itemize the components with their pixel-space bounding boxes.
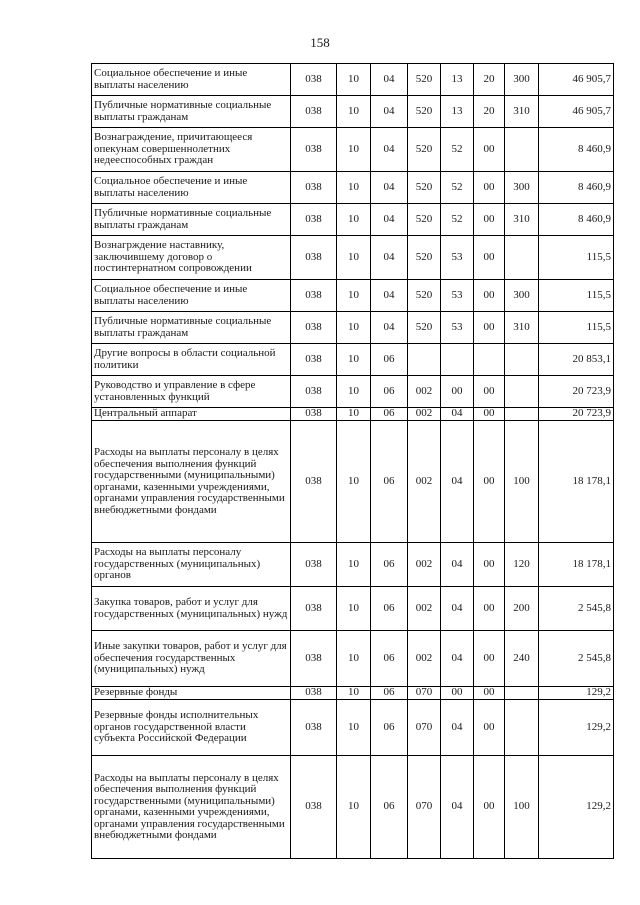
target-code-subprogram: 53 bbox=[441, 312, 474, 344]
target-code-item: 20 bbox=[474, 64, 505, 96]
expense-type-code bbox=[505, 344, 539, 376]
expense-type-code bbox=[505, 408, 539, 421]
target-code-item: 00 bbox=[474, 631, 505, 687]
target-code-item: 00 bbox=[474, 543, 505, 587]
ministry-code: 038 bbox=[291, 172, 337, 204]
target-code-item: 00 bbox=[474, 587, 505, 631]
target-code-program: 070 bbox=[408, 687, 441, 700]
row-name: Социальное обеспечение и иные выплаты населению bbox=[92, 64, 291, 96]
target-code-subprogram: 52 bbox=[441, 128, 474, 172]
target-code-program: 002 bbox=[408, 543, 441, 587]
target-code-subprogram: 53 bbox=[441, 236, 474, 280]
target-code-program: 520 bbox=[408, 96, 441, 128]
section-code: 10 bbox=[337, 236, 371, 280]
amount-value: 2 545,8 bbox=[539, 587, 614, 631]
target-code-subprogram: 00 bbox=[441, 376, 474, 408]
subsection-code: 04 bbox=[371, 96, 408, 128]
table-row bbox=[92, 687, 614, 700]
row-name: Другие вопросы в области социальной политики bbox=[92, 344, 291, 376]
section-code: 10 bbox=[337, 587, 371, 631]
subsection-code: 04 bbox=[371, 64, 408, 96]
ministry-code: 038 bbox=[291, 236, 337, 280]
expense-type-code bbox=[505, 700, 539, 756]
ministry-code: 038 bbox=[291, 408, 337, 421]
amount-value: 129,2 bbox=[539, 756, 614, 859]
budget-table bbox=[91, 63, 614, 859]
subsection-code: 06 bbox=[371, 756, 408, 859]
subsection-code: 06 bbox=[371, 376, 408, 408]
table-row bbox=[92, 344, 614, 376]
ministry-code: 038 bbox=[291, 421, 337, 543]
subsection-code: 04 bbox=[371, 312, 408, 344]
subsection-code: 06 bbox=[371, 700, 408, 756]
ministry-code: 038 bbox=[291, 204, 337, 236]
target-code-item: 00 bbox=[474, 376, 505, 408]
target-code-subprogram: 00 bbox=[441, 687, 474, 700]
amount-value: 115,5 bbox=[539, 280, 614, 312]
table-row bbox=[92, 756, 614, 859]
subsection-code: 06 bbox=[371, 408, 408, 421]
row-name: Социальное обеспечение и иные выплаты населению bbox=[92, 280, 291, 312]
target-code-subprogram: 13 bbox=[441, 96, 474, 128]
expense-type-code bbox=[505, 687, 539, 700]
row-name: Публичные нормативные социальные выплаты гражданам bbox=[92, 312, 291, 344]
section-code: 10 bbox=[337, 64, 371, 96]
row-name: Руководство и управление в сфере установленных функций bbox=[92, 376, 291, 408]
row-name: Иные закупки товаров, работ и услуг для обеспечения государственных (муниципальных) нужд bbox=[92, 631, 291, 687]
amount-value: 8 460,9 bbox=[539, 172, 614, 204]
amount-value: 115,5 bbox=[539, 236, 614, 280]
ministry-code: 038 bbox=[291, 280, 337, 312]
target-code-subprogram: 04 bbox=[441, 631, 474, 687]
target-code-program: 002 bbox=[408, 376, 441, 408]
target-code-subprogram: 04 bbox=[441, 700, 474, 756]
target-code-subprogram: 04 bbox=[441, 756, 474, 859]
expense-type-code: 120 bbox=[505, 543, 539, 587]
target-code-subprogram: 04 bbox=[441, 408, 474, 421]
expense-type-code: 100 bbox=[505, 756, 539, 859]
amount-value: 20 723,9 bbox=[539, 376, 614, 408]
row-name: Закупка товаров, работ и услуг для государственных (муниципальных) нужд bbox=[92, 587, 291, 631]
target-code-subprogram: 52 bbox=[441, 204, 474, 236]
subsection-code: 06 bbox=[371, 587, 408, 631]
target-code-item: 00 bbox=[474, 204, 505, 236]
expense-type-code: 310 bbox=[505, 96, 539, 128]
target-code-program: 002 bbox=[408, 631, 441, 687]
target-code-item: 00 bbox=[474, 312, 505, 344]
target-code-program: 002 bbox=[408, 421, 441, 543]
target-code-subprogram: 53 bbox=[441, 280, 474, 312]
amount-value: 115,5 bbox=[539, 312, 614, 344]
row-name: Социальное обеспечение и иные выплаты населению bbox=[92, 172, 291, 204]
expense-type-code bbox=[505, 376, 539, 408]
target-code-program: 520 bbox=[408, 236, 441, 280]
amount-value: 46 905,7 bbox=[539, 96, 614, 128]
subsection-code: 06 bbox=[371, 687, 408, 700]
subsection-code: 06 bbox=[371, 421, 408, 543]
target-code-subprogram: 04 bbox=[441, 421, 474, 543]
table-row bbox=[92, 408, 614, 421]
ministry-code: 038 bbox=[291, 700, 337, 756]
amount-value: 20 853,1 bbox=[539, 344, 614, 376]
table-row bbox=[92, 421, 614, 543]
amount-value: 129,2 bbox=[539, 700, 614, 756]
target-code-program: 002 bbox=[408, 587, 441, 631]
table-row bbox=[92, 280, 614, 312]
table-row bbox=[92, 236, 614, 280]
section-code: 10 bbox=[337, 421, 371, 543]
section-code: 10 bbox=[337, 312, 371, 344]
target-code-program: 520 bbox=[408, 172, 441, 204]
page-number: 158 bbox=[310, 35, 330, 50]
target-code-subprogram: 52 bbox=[441, 172, 474, 204]
row-name: Публичные нормативные социальные выплаты гражданам bbox=[92, 96, 291, 128]
table-row bbox=[92, 587, 614, 631]
target-code-subprogram: 04 bbox=[441, 587, 474, 631]
target-code-program bbox=[408, 344, 441, 376]
target-code-program: 520 bbox=[408, 280, 441, 312]
expense-type-code: 300 bbox=[505, 280, 539, 312]
expense-type-code: 200 bbox=[505, 587, 539, 631]
section-code: 10 bbox=[337, 96, 371, 128]
target-code-item bbox=[474, 344, 505, 376]
expense-type-code: 300 bbox=[505, 64, 539, 96]
target-code-item: 00 bbox=[474, 280, 505, 312]
target-code-item: 20 bbox=[474, 96, 505, 128]
table-row bbox=[92, 64, 614, 96]
table-row bbox=[92, 376, 614, 408]
budget-table-body bbox=[92, 64, 614, 859]
expense-type-code bbox=[505, 128, 539, 172]
section-code: 10 bbox=[337, 700, 371, 756]
table-row bbox=[92, 96, 614, 128]
expense-type-code: 100 bbox=[505, 421, 539, 543]
row-name: Резервные фонды bbox=[92, 687, 291, 700]
ministry-code: 038 bbox=[291, 756, 337, 859]
table-row bbox=[92, 700, 614, 756]
target-code-item: 00 bbox=[474, 687, 505, 700]
target-code-program: 520 bbox=[408, 128, 441, 172]
expense-type-code: 310 bbox=[505, 204, 539, 236]
section-code: 10 bbox=[337, 408, 371, 421]
row-name: Центральный аппарат bbox=[92, 408, 291, 421]
target-code-program: 520 bbox=[408, 204, 441, 236]
subsection-code: 06 bbox=[371, 543, 408, 587]
subsection-code: 04 bbox=[371, 128, 408, 172]
section-code: 10 bbox=[337, 204, 371, 236]
section-code: 10 bbox=[337, 128, 371, 172]
ministry-code: 038 bbox=[291, 64, 337, 96]
amount-value: 8 460,9 bbox=[539, 204, 614, 236]
section-code: 10 bbox=[337, 376, 371, 408]
ministry-code: 038 bbox=[291, 587, 337, 631]
table-row bbox=[92, 204, 614, 236]
amount-value: 46 905,7 bbox=[539, 64, 614, 96]
amount-value: 2 545,8 bbox=[539, 631, 614, 687]
ministry-code: 038 bbox=[291, 344, 337, 376]
target-code-subprogram: 13 bbox=[441, 64, 474, 96]
subsection-code: 06 bbox=[371, 344, 408, 376]
target-code-item: 00 bbox=[474, 421, 505, 543]
table-row bbox=[92, 312, 614, 344]
table-row bbox=[92, 172, 614, 204]
section-code: 10 bbox=[337, 631, 371, 687]
section-code: 10 bbox=[337, 543, 371, 587]
row-name: Расходы на выплаты персоналу государственных (муниципальных) органов bbox=[92, 543, 291, 587]
subsection-code: 06 bbox=[371, 631, 408, 687]
ministry-code: 038 bbox=[291, 543, 337, 587]
target-code-item: 00 bbox=[474, 756, 505, 859]
amount-value: 18 178,1 bbox=[539, 543, 614, 587]
ministry-code: 038 bbox=[291, 687, 337, 700]
section-code: 10 bbox=[337, 172, 371, 204]
expense-type-code bbox=[505, 236, 539, 280]
expense-type-code: 310 bbox=[505, 312, 539, 344]
row-name: Резервные фонды исполнительных органов государственной власти субъекта Российской Федерации bbox=[92, 700, 291, 756]
expense-type-code: 300 bbox=[505, 172, 539, 204]
target-code-program: 070 bbox=[408, 700, 441, 756]
target-code-subprogram: 04 bbox=[441, 543, 474, 587]
target-code-item: 00 bbox=[474, 128, 505, 172]
row-name: Публичные нормативные социальные выплаты гражданам bbox=[92, 204, 291, 236]
target-code-subprogram bbox=[441, 344, 474, 376]
table-row bbox=[92, 128, 614, 172]
amount-value: 18 178,1 bbox=[539, 421, 614, 543]
amount-value: 8 460,9 bbox=[539, 128, 614, 172]
target-code-program: 002 bbox=[408, 408, 441, 421]
amount-value: 129,2 bbox=[539, 687, 614, 700]
section-code: 10 bbox=[337, 344, 371, 376]
section-code: 10 bbox=[337, 687, 371, 700]
table-row bbox=[92, 543, 614, 587]
ministry-code: 038 bbox=[291, 312, 337, 344]
table-row bbox=[92, 631, 614, 687]
section-code: 10 bbox=[337, 756, 371, 859]
ministry-code: 038 bbox=[291, 376, 337, 408]
target-code-item: 00 bbox=[474, 700, 505, 756]
ministry-code: 038 bbox=[291, 128, 337, 172]
row-name: Вознагрждение наставнику, заключившему договор о постинтернатном сопровождении bbox=[92, 236, 291, 280]
target-code-item: 00 bbox=[474, 236, 505, 280]
amount-value: 20 723,9 bbox=[539, 408, 614, 421]
row-name: Расходы на выплаты персоналу в целях обеспечения выполнения функций государственными (муниципальными) органами, казенными учреждениями, органами управления государственными внебюджетными фондами bbox=[92, 421, 291, 543]
expense-type-code: 240 bbox=[505, 631, 539, 687]
target-code-program: 520 bbox=[408, 64, 441, 96]
ministry-code: 038 bbox=[291, 96, 337, 128]
subsection-code: 04 bbox=[371, 280, 408, 312]
row-name: Расходы на выплаты персоналу в целях обеспечения выполнения функций государственными (муниципальными) органами, казенными учреждениями, органами управления государственными внебюджетными фондами bbox=[92, 756, 291, 859]
target-code-item: 00 bbox=[474, 408, 505, 421]
subsection-code: 04 bbox=[371, 236, 408, 280]
row-name: Вознаграждение, причитающееся опекунам совершеннолетних недееспособных граждан bbox=[92, 128, 291, 172]
section-code: 10 bbox=[337, 280, 371, 312]
subsection-code: 04 bbox=[371, 204, 408, 236]
target-code-program: 070 bbox=[408, 756, 441, 859]
target-code-item: 00 bbox=[474, 172, 505, 204]
target-code-program: 520 bbox=[408, 312, 441, 344]
subsection-code: 04 bbox=[371, 172, 408, 204]
ministry-code: 038 bbox=[291, 631, 337, 687]
